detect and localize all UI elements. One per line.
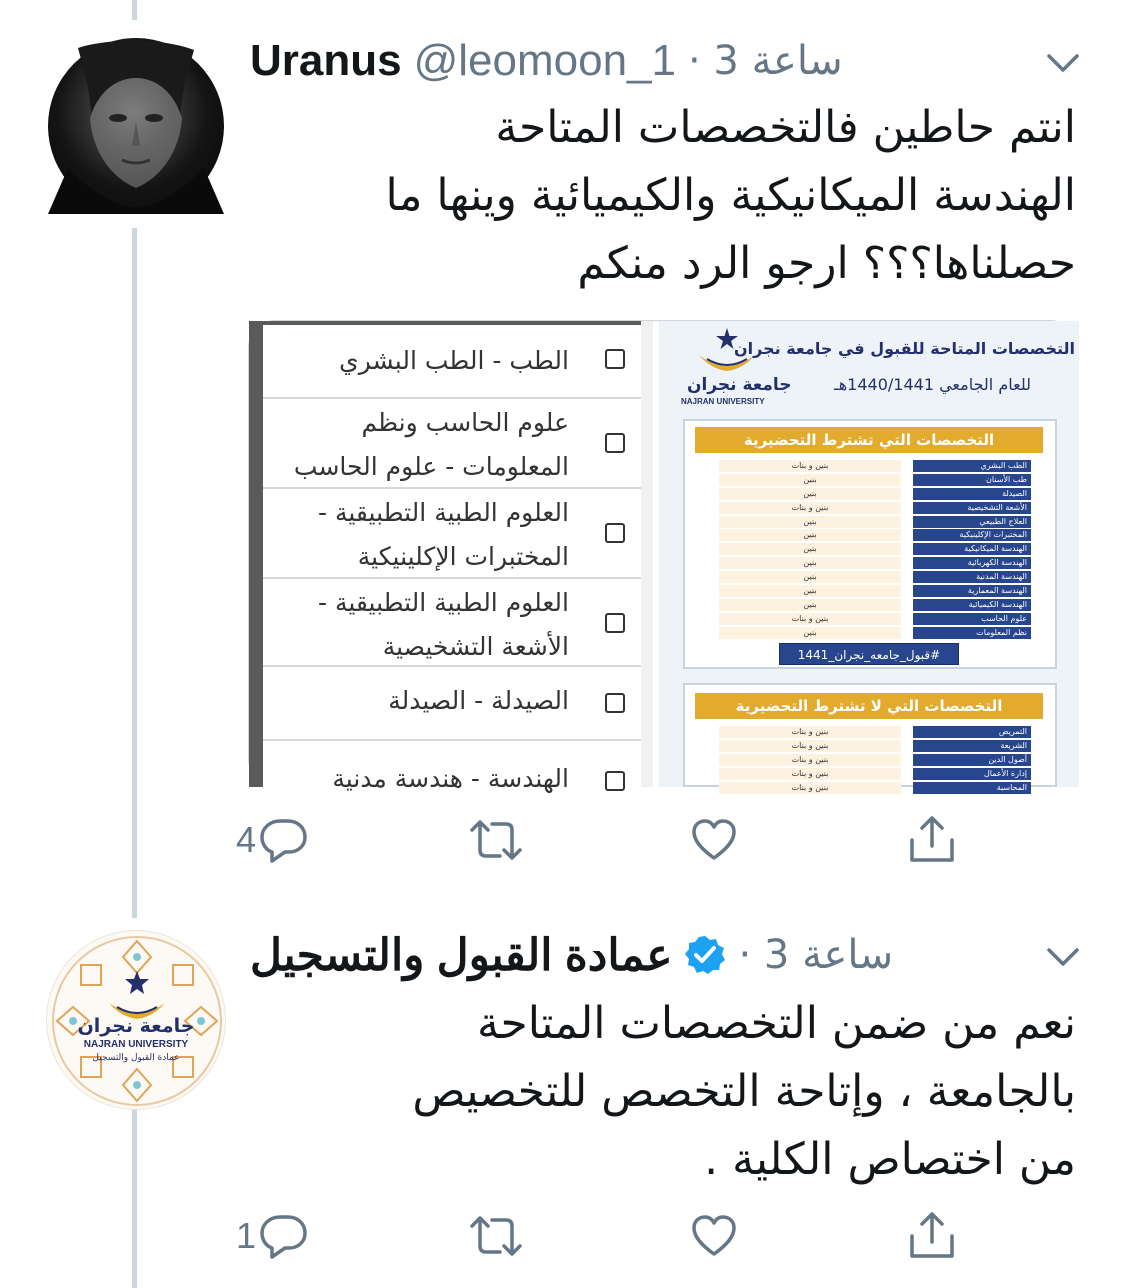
share-icon xyxy=(908,1210,956,1262)
avatar-photo xyxy=(48,38,224,214)
tweet-text-line: بالجامعة ، وإتاحة التخصص للتخصيص xyxy=(412,1066,1076,1117)
retweet-button[interactable] xyxy=(468,812,524,868)
like-icon xyxy=(690,816,738,864)
poster-title: التخصصات المتاحة للقبول في جامعة نجران xyxy=(734,339,1075,358)
poster-gender-cell: بنين و بنات xyxy=(719,726,901,738)
poster-gender-cell: بنين xyxy=(719,529,901,541)
retweet-icon xyxy=(468,1212,524,1260)
checklist-item xyxy=(263,741,641,815)
poster-year: للعام الجامعي 1440/1441هـ xyxy=(834,375,1031,394)
media-image-checklist[interactable] xyxy=(249,321,653,793)
poster-major-cell: أصول الدين xyxy=(913,754,1031,766)
poster-major-cell: الطب البشري xyxy=(913,460,1031,472)
like-icon xyxy=(690,1212,738,1260)
poster-table-row xyxy=(719,626,1031,640)
reply-button[interactable] xyxy=(236,812,310,868)
poster-table-row xyxy=(719,781,1031,795)
poster-table-row xyxy=(719,556,1031,570)
thread-connector-bottom xyxy=(132,1110,137,1288)
tweet-time[interactable]: · 3 ساعة xyxy=(687,38,843,84)
reply-icon xyxy=(258,1212,310,1260)
tweet-text-line: من اختصاص الكلية . xyxy=(704,1134,1076,1185)
media-image-poster[interactable] xyxy=(659,321,1079,792)
poster-gender-cell: بنين xyxy=(719,543,901,555)
tweet-media[interactable] xyxy=(248,320,1078,793)
tweet-text-line: حصلناها؟؟؟ ارجو الرد منكم xyxy=(577,238,1076,289)
logo-text-en: NAJRAN UNIVERSITY xyxy=(83,1039,189,1050)
retweet-button[interactable] xyxy=(468,1208,524,1264)
poster-major-cell: علوم الحاسب xyxy=(913,613,1031,625)
poster-table-row xyxy=(719,515,1031,529)
verified-badge-icon xyxy=(684,934,726,976)
logo-dept-text: عمادة القبول والتسجيل xyxy=(92,1053,180,1063)
like-button[interactable] xyxy=(690,1208,738,1264)
share-button[interactable] xyxy=(908,1208,956,1264)
avatar[interactable] xyxy=(48,38,224,214)
tweet-text-line: نعم من ضمن التخصصات المتاحة xyxy=(476,998,1076,1049)
poster-gender-cell: بنين xyxy=(719,599,901,611)
poster-table-row xyxy=(719,570,1031,584)
poster-gender-cell: بنين xyxy=(719,571,901,583)
poster-major-cell: المختبرات الإكلينيكية xyxy=(913,529,1031,541)
share-button[interactable] xyxy=(908,812,956,868)
poster-major-cell: نظم المعلومات xyxy=(913,627,1031,639)
tweet-text xyxy=(246,990,1076,1194)
checklist-item xyxy=(263,667,641,741)
poster-major-cell: طب الأسنان xyxy=(913,474,1031,486)
poster-table-row xyxy=(719,487,1031,501)
poster-gender-cell: بنين و بنات xyxy=(719,502,901,514)
poster-table-row xyxy=(719,528,1031,542)
logo-text-ar: جامعة نجران xyxy=(687,375,792,395)
poster-major-cell: الشريعة xyxy=(913,740,1031,752)
poster-major-cell: المحاسبة xyxy=(913,782,1031,794)
retweet-icon xyxy=(468,816,524,864)
checklist-item-label: الصيدلة - الصيدلة xyxy=(388,686,569,715)
tweet-text-line: الهندسة الميكانيكية والكيميائية وينها ما xyxy=(385,170,1076,221)
poster-table-row xyxy=(719,753,1031,767)
chevron-down-icon[interactable] xyxy=(1046,946,1080,968)
poster-major-cell: الهندسة الكيميائية xyxy=(913,599,1031,611)
poster-major-cell: إدارة الأعمال xyxy=(913,768,1031,780)
poster-gender-cell: بنين xyxy=(719,474,901,486)
poster-major-cell: الأشعة التشخيصية xyxy=(913,502,1031,514)
logo-text-ar: جامعة نجران xyxy=(77,1015,195,1037)
display-name[interactable]: Uranus xyxy=(250,36,402,85)
poster-gender-cell: بنين و بنات xyxy=(719,754,901,766)
tweet-header xyxy=(250,36,843,86)
tweet-text xyxy=(246,94,1076,298)
checklist xyxy=(263,325,641,795)
poster-table-row xyxy=(719,501,1031,515)
checkbox-icon xyxy=(605,523,625,543)
reply-button[interactable] xyxy=(236,1208,310,1264)
checklist-item-label: الهندسة - هندسة مدنية xyxy=(332,764,569,793)
poster-table-row xyxy=(719,725,1031,739)
poster-table-row xyxy=(719,459,1031,473)
poster-section-title: التخصصات التي تشترط التحضيرية xyxy=(695,427,1043,453)
checklist-item-label: علوم الحاسب ونظم المعلومات - علوم الحاسب xyxy=(293,408,569,481)
reply-count: 1 xyxy=(236,1215,257,1256)
poster-gender-cell: بنين xyxy=(719,557,901,569)
checklist-item-label: العلوم الطبية التطبيقية - الأشعة التشخيصية xyxy=(317,588,569,661)
poster-major-cell: الصيدلة xyxy=(913,488,1031,500)
poster-gender-cell: بنين و بنات xyxy=(719,782,901,794)
checkbox-icon xyxy=(605,433,625,453)
poster-major-cell: الهندسة الكهربائية xyxy=(913,557,1031,569)
poster-section-title: التخصصات التي لا تشترط التحضيرية xyxy=(695,693,1043,719)
poster-major-cell: التمريض xyxy=(913,726,1031,738)
poster-table xyxy=(719,459,1031,640)
like-button[interactable] xyxy=(690,812,738,868)
tweet-actions xyxy=(236,812,976,868)
checklist-item xyxy=(263,325,641,399)
thread-connector-top xyxy=(132,0,137,20)
poster-gender-cell: بنين و بنات xyxy=(719,460,901,472)
poster-gender-cell: بنين xyxy=(719,585,901,597)
poster-major-cell: الهندسة الميكانيكية xyxy=(913,543,1031,555)
checkbox-icon xyxy=(605,349,625,369)
checkbox-icon xyxy=(605,693,625,713)
page-edge xyxy=(641,321,653,787)
poster-table-row xyxy=(719,473,1031,487)
poster-gender-cell: بنين و بنات xyxy=(719,740,901,752)
user-handle[interactable]: @leomoon_1 xyxy=(413,36,676,85)
reply-count: 4 xyxy=(236,819,257,860)
poster-table xyxy=(719,725,1031,794)
checkbox-icon xyxy=(605,771,625,791)
poster-table-row xyxy=(719,767,1031,781)
poster-gender-cell: بنين و بنات xyxy=(719,613,901,625)
share-icon xyxy=(908,814,956,866)
logo-text-en: NAJRAN UNIVERSITY xyxy=(681,397,765,406)
poster-table-row xyxy=(719,598,1031,612)
poster-table-row xyxy=(719,584,1031,598)
checklist-item xyxy=(263,579,641,667)
poster-table-row xyxy=(719,542,1031,556)
poster-gender-cell: بنين xyxy=(719,516,901,528)
poster-major-cell: الهندسة المدنية xyxy=(913,571,1031,583)
checkbox-icon xyxy=(605,613,625,633)
poster-gender-cell: بنين xyxy=(719,488,901,500)
poster-major-cell: العلاج الطبيعي xyxy=(913,516,1031,528)
avatar[interactable] xyxy=(46,930,226,1110)
checklist-item xyxy=(263,489,641,579)
display-name[interactable]: عمادة القبول والتسجيل xyxy=(250,930,673,980)
tweet-text-line: انتم حاطين فالتخصصات المتاحة xyxy=(495,102,1076,153)
checklist-item-label: الطب - الطب البشري xyxy=(339,346,569,375)
poster-gender-cell: بنين و بنات xyxy=(719,768,901,780)
tweet-actions xyxy=(236,1208,976,1264)
thread-connector xyxy=(132,228,137,918)
poster-table-row xyxy=(719,739,1031,753)
poster-major-cell: الهندسة المعمارية xyxy=(913,585,1031,597)
tweet-header xyxy=(250,930,893,980)
poster-gender-cell: بنين xyxy=(719,627,901,639)
checklist-item-label: العلوم الطبية التطبيقية - المختبرات الإكلينيكية xyxy=(317,498,569,571)
tweet-time[interactable]: · 3 ساعة xyxy=(738,932,894,978)
reply-icon xyxy=(258,816,310,864)
poster-table-row xyxy=(719,612,1031,626)
chevron-down-icon[interactable] xyxy=(1046,52,1080,74)
poster-hashtag: #قبول_جامعه_نجران_1441 xyxy=(779,643,959,665)
checklist-item xyxy=(263,399,641,489)
